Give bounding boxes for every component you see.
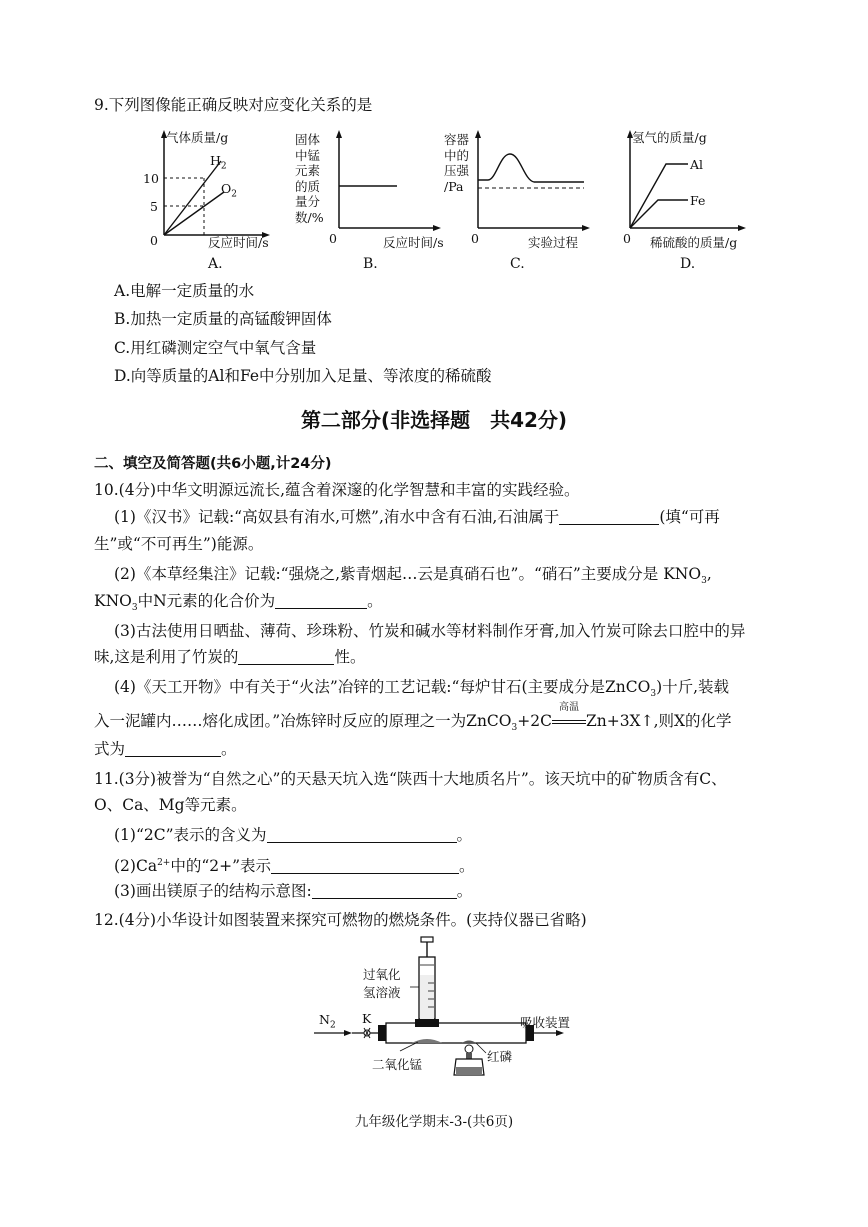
q10-part1-line1: (1)《汉书》记载:“高奴县有洧水,可燃”,洧水中含有石油,石油属于 (填“可再: [114, 508, 720, 526]
graph-d-al-label: Al: [690, 157, 704, 172]
q9-stem: 9.下列图像能正确反映对应变化关系的是: [94, 96, 373, 114]
graph-b-xlabel: 反应时间/s: [383, 235, 444, 250]
graph-d-fe-line: [630, 200, 688, 228]
graph-a-tick-5: 5: [150, 199, 158, 214]
page-footer: 九年级化学期末-3-(共6页): [354, 1114, 514, 1130]
q10-blank-1[interactable]: [559, 508, 659, 525]
lamp-wick: [466, 1053, 472, 1059]
q9-option-b: B.加热一定质量的高锰酸钾固体: [114, 310, 332, 328]
graph-b-x-arrow: [433, 225, 441, 231]
graph-c-origin: 0: [471, 231, 479, 246]
syringe-liquid: [420, 975, 434, 1019]
graph-a-o2-line: [164, 192, 224, 235]
graph-c-svg: [444, 128, 634, 278]
graph-c-y-arrow: [475, 130, 481, 138]
q9-option-d: D.向等质量的Al和Fe中分别加入足量、等浓度的稀硫酸: [114, 367, 492, 385]
q11-stem-line1: 11.(3分)被誉为“自然之心”的天悬天坑入选“陕西十大地质名片”。该天坑中的矿物质含有C、: [94, 770, 727, 788]
q11-blank-2[interactable]: [271, 857, 459, 874]
label-red-phosphorus: 红磷: [487, 1049, 513, 1064]
graph-a-o2-label: $O_2$: [221, 181, 237, 200]
q10-part3-line1: (3)古法使用日晒盐、薄荷、珍珠粉、竹炭和碱水等材料制作牙膏,加入竹炭可除去口腔中的异: [114, 622, 746, 640]
q11-blank-3[interactable]: [312, 882, 457, 899]
graph-a-h2-line: [164, 161, 221, 235]
q9-option-a: A.电解一定质量的水: [114, 282, 255, 300]
apparatus-diagram: [300, 935, 600, 1085]
section-heading: 二、填空及简答题(共6小题,计24分): [94, 456, 332, 472]
q10-part3-line2: 味,这是利用了竹炭的 性。: [94, 648, 366, 666]
main-tube: [386, 1023, 526, 1043]
q10-blank-4[interactable]: [125, 740, 221, 757]
left-stopper: [378, 1025, 386, 1041]
lamp-fuel: [456, 1067, 482, 1075]
q12-stem: 12.(4分)小华设计如图装置来探究可燃物的燃烧条件。(夹持仪器已省略): [94, 911, 587, 929]
apparatus-svg: [300, 935, 600, 1085]
q11-stem-line2: O、Ca、Mg等元素。: [94, 796, 247, 814]
q11-part2: $(2)Ca^{2+}$中的“2+”表示 。: [114, 857, 475, 876]
graph-a-tick-10: 10: [143, 171, 159, 186]
label-mno2: 二氧化锰: [372, 1057, 423, 1072]
reaction-arrow: 高温: [552, 710, 586, 724]
q11-part3: (3)画出镁原子的结构示意图: 。: [114, 882, 473, 900]
label-n2: $N_2$: [319, 1012, 336, 1031]
q9-option-c: C.用红磷测定空气中氧气含量: [114, 339, 317, 357]
graph-c-ylabel: 容器 中的 压强 /Pa: [444, 132, 470, 194]
red-phosphorus: [462, 1041, 476, 1044]
phosphorus-leader: [476, 1043, 486, 1053]
graph-a-h2-label: $H_2$: [210, 153, 227, 172]
q11-blank-1[interactable]: [267, 826, 457, 843]
q11-part1: (1)“2C”表示的含义为 。: [114, 826, 473, 844]
graph-d-origin: 0: [623, 231, 631, 246]
q10-blank-3[interactable]: [238, 648, 334, 665]
graph-b-ylabel: 固体 中锰 元素 的质 量分 数/%: [295, 132, 324, 225]
graph-d-fe-label: Fe: [690, 193, 706, 208]
part2-title: 第二部分(非选择题 共42分): [300, 408, 568, 432]
q10-part4-line2: 入一泥罐内……熔化成团。”冶炼锌时反应的原理之一为ZnCO$_3$+2C 高温 Zn+3X↑,则X的化学: [94, 702, 732, 734]
syringe-plunger-top: [421, 937, 433, 942]
label-h2o2-line2: 氢溶液: [363, 985, 401, 1000]
q10-stem: 10.(4分)中华文明源远流长,蕴含着深邃的化学智慧和丰富的实践经验。: [94, 481, 580, 499]
q10-part4-line3: 式为 。: [94, 740, 237, 758]
graph-b-y-arrow: [336, 130, 342, 138]
graph-a-caption: A.: [208, 256, 223, 272]
q10-part1-line2: 生”或“不可再生”)能源。: [94, 535, 264, 553]
graph-a-ylabel: 气体质量/g: [166, 130, 229, 145]
graph-d-ylabel: 氢气的质量/g: [632, 130, 707, 145]
graph-d-caption: D.: [680, 256, 696, 272]
graph-d-x-arrow: [738, 225, 746, 231]
label-valve-k: K: [362, 1011, 372, 1026]
q10-part2-line1: (2)《本草经集注》记载:“强烧之,紫青烟起…云是真硝石也”。“硝石”主要成分是 $KNO_3$,: [114, 565, 712, 587]
label-h2o2-line1: 过氧化: [363, 967, 401, 982]
inlet-arrow: [344, 1030, 352, 1036]
graph-c-x-arrow: [582, 225, 590, 231]
label-absorber: 吸收装置: [520, 1015, 571, 1030]
graph-b-caption: B.: [363, 256, 378, 272]
graph-c: [444, 128, 634, 278]
graph-c-curve: [478, 154, 584, 182]
graph-d-xlabel: 稀硫酸的质量/g: [650, 235, 738, 250]
graph-d: [610, 128, 800, 278]
q10-blank-2[interactable]: [275, 592, 367, 609]
graph-a-origin: 0: [150, 233, 158, 248]
q10-part2-line2: $KNO_3$中N元素的化合价为 。: [94, 592, 383, 614]
lamp-flame: [465, 1045, 473, 1053]
graph-c-caption: C.: [510, 256, 525, 272]
graph-b-origin: 0: [329, 231, 337, 246]
q10-part4-line1: (4)《天工开物》中有关于“火法”冶锌的工艺记载:“每炉甘石(主要成分是ZnCO$_3$)十斤,装载: [114, 678, 730, 700]
graph-a-xlabel: 反应时间/s: [208, 235, 269, 250]
graph-c-xlabel: 实验过程: [528, 235, 579, 250]
